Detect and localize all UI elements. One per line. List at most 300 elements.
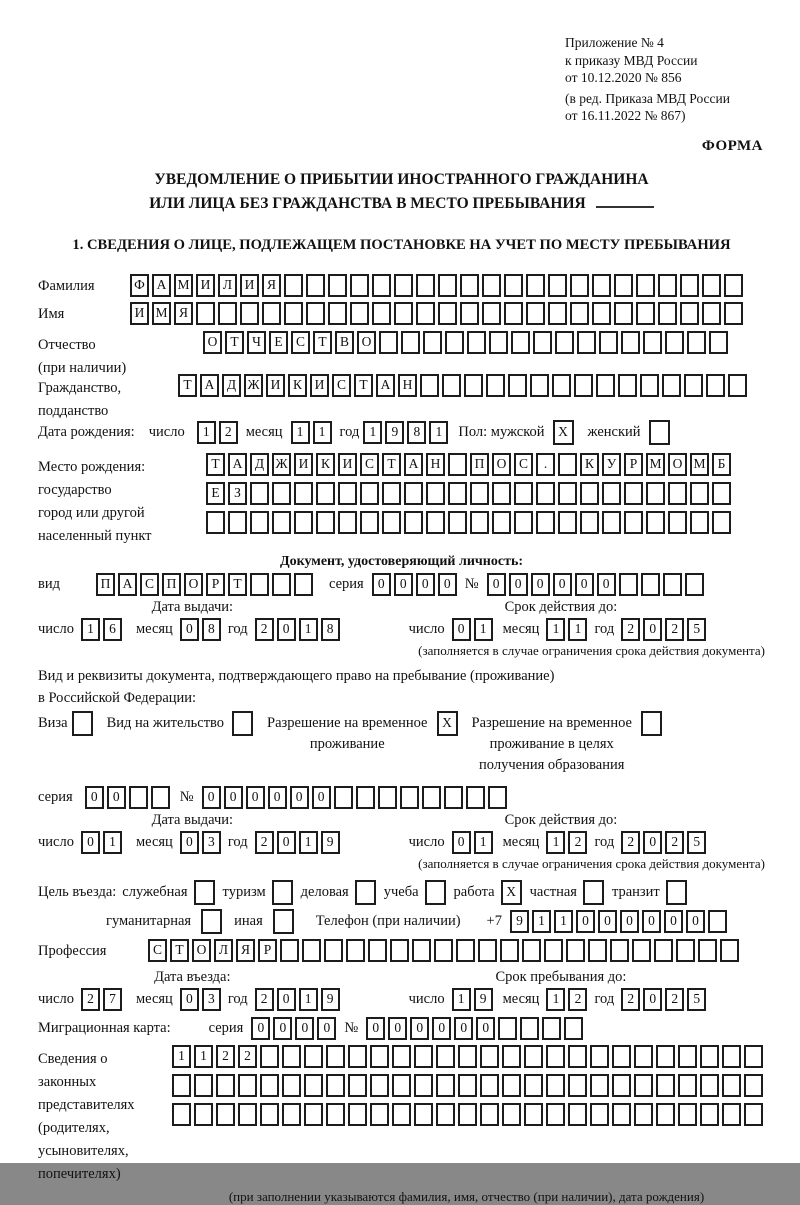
char-cell[interactable]: 0	[531, 573, 550, 596]
char-cell[interactable]	[458, 1074, 477, 1097]
char-cell[interactable]: X	[437, 711, 458, 736]
char-cell[interactable]: 0	[81, 831, 100, 854]
char-cell[interactable]: 0	[432, 1017, 451, 1040]
char-cell[interactable]: И	[338, 453, 357, 476]
char-cell[interactable]	[250, 511, 269, 534]
char-cell[interactable]: 2	[621, 831, 640, 854]
char-cell[interactable]	[612, 1074, 631, 1097]
char-cell[interactable]: 0	[372, 573, 391, 596]
char-cell[interactable]	[722, 1074, 741, 1097]
char-cell[interactable]	[514, 482, 533, 505]
char-cell[interactable]: 5	[687, 988, 706, 1011]
char-cell[interactable]: И	[294, 453, 313, 476]
char-cell[interactable]	[250, 482, 269, 505]
char-cell[interactable]	[636, 274, 655, 297]
char-cell[interactable]: М	[174, 274, 193, 297]
char-cell[interactable]	[282, 1045, 301, 1068]
char-cell[interactable]: 1	[172, 1045, 191, 1068]
char-cell[interactable]	[238, 1103, 257, 1126]
char-cell[interactable]	[690, 482, 709, 505]
char-cell[interactable]	[324, 939, 343, 962]
char-cell[interactable]: 0	[598, 910, 617, 933]
char-cell[interactable]	[394, 302, 413, 325]
char-cell[interactable]	[558, 453, 577, 476]
char-cell[interactable]	[460, 302, 479, 325]
char-cell[interactable]	[382, 482, 401, 505]
char-cell[interactable]	[350, 274, 369, 297]
char-cell[interactable]	[577, 331, 596, 354]
char-cell[interactable]	[492, 511, 511, 534]
char-cell[interactable]: 1	[299, 618, 318, 641]
char-cell[interactable]	[414, 1074, 433, 1097]
char-cell[interactable]	[306, 274, 325, 297]
char-cell[interactable]	[724, 274, 743, 297]
char-cell[interactable]	[610, 939, 629, 962]
char-cell[interactable]	[546, 1074, 565, 1097]
char-cell[interactable]	[592, 302, 611, 325]
char-cell[interactable]	[614, 274, 633, 297]
char-cell[interactable]: Ф	[130, 274, 149, 297]
char-cell[interactable]	[641, 573, 660, 596]
char-cell[interactable]	[658, 302, 677, 325]
char-cell[interactable]	[690, 511, 709, 534]
char-cell[interactable]	[712, 482, 731, 505]
char-cell[interactable]	[172, 1074, 191, 1097]
char-cell[interactable]: С	[360, 453, 379, 476]
char-cell[interactable]: А	[200, 374, 219, 397]
char-cell[interactable]	[668, 482, 687, 505]
char-cell[interactable]	[568, 1103, 587, 1126]
char-cell[interactable]: К	[316, 453, 335, 476]
char-cell[interactable]: И	[240, 274, 259, 297]
char-cell[interactable]: 0	[277, 831, 296, 854]
char-cell[interactable]: Р	[206, 573, 225, 596]
char-cell[interactable]	[504, 302, 523, 325]
char-cell[interactable]: 0	[273, 1017, 292, 1040]
char-cell[interactable]: 1	[194, 1045, 213, 1068]
char-cell[interactable]: Ж	[244, 374, 263, 397]
char-cell[interactable]	[370, 1103, 389, 1126]
char-cell[interactable]	[416, 302, 435, 325]
char-cell[interactable]	[654, 939, 673, 962]
char-cell[interactable]	[621, 331, 640, 354]
char-cell[interactable]: 0	[416, 573, 435, 596]
char-cell[interactable]: 0	[388, 1017, 407, 1040]
char-cell[interactable]	[346, 939, 365, 962]
char-cell[interactable]: X	[553, 420, 574, 445]
char-cell[interactable]	[522, 939, 541, 962]
char-cell[interactable]: В	[335, 331, 354, 354]
char-cell[interactable]: 0	[312, 786, 331, 809]
char-cell[interactable]: 2	[238, 1045, 257, 1068]
char-cell[interactable]	[568, 1045, 587, 1068]
char-cell[interactable]	[488, 786, 507, 809]
char-cell[interactable]: А	[228, 453, 247, 476]
char-cell[interactable]	[282, 1103, 301, 1126]
char-cell[interactable]	[392, 1103, 411, 1126]
char-cell[interactable]	[348, 1074, 367, 1097]
char-cell[interactable]	[722, 1045, 741, 1068]
char-cell[interactable]	[240, 302, 259, 325]
char-cell[interactable]: Т	[206, 453, 225, 476]
char-cell[interactable]	[448, 453, 467, 476]
char-cell[interactable]	[502, 1103, 521, 1126]
char-cell[interactable]	[338, 511, 357, 534]
char-cell[interactable]	[370, 1074, 389, 1097]
char-cell[interactable]: И	[130, 302, 149, 325]
char-cell[interactable]: Т	[225, 331, 244, 354]
char-cell[interactable]	[328, 274, 347, 297]
char-cell[interactable]	[412, 939, 431, 962]
char-cell[interactable]: 6	[103, 618, 122, 641]
char-cell[interactable]	[526, 274, 545, 297]
char-cell[interactable]	[570, 274, 589, 297]
char-cell[interactable]: С	[332, 374, 351, 397]
char-cell[interactable]	[489, 331, 508, 354]
char-cell[interactable]: 1	[313, 421, 332, 444]
char-cell[interactable]	[206, 511, 225, 534]
char-cell[interactable]: 1	[291, 421, 310, 444]
char-cell[interactable]	[273, 909, 294, 934]
char-cell[interactable]	[678, 1045, 697, 1068]
char-cell[interactable]	[641, 711, 662, 736]
char-cell[interactable]	[524, 1074, 543, 1097]
char-cell[interactable]: 0	[246, 786, 265, 809]
char-cell[interactable]: 3	[202, 988, 221, 1011]
char-cell[interactable]: 0	[620, 910, 639, 933]
char-cell[interactable]: 1	[554, 910, 573, 933]
char-cell[interactable]	[612, 1103, 631, 1126]
char-cell[interactable]	[570, 302, 589, 325]
char-cell[interactable]	[478, 939, 497, 962]
char-cell[interactable]: 7	[103, 988, 122, 1011]
char-cell[interactable]: Ч	[247, 331, 266, 354]
char-cell[interactable]: 2	[568, 988, 587, 1011]
char-cell[interactable]	[656, 1045, 675, 1068]
char-cell[interactable]	[706, 374, 725, 397]
char-cell[interactable]: 0	[487, 573, 506, 596]
char-cell[interactable]: 1	[81, 618, 100, 641]
char-cell[interactable]	[232, 711, 253, 736]
char-cell[interactable]	[680, 302, 699, 325]
char-cell[interactable]	[511, 331, 530, 354]
char-cell[interactable]: Л	[218, 274, 237, 297]
char-cell[interactable]: 3	[202, 831, 221, 854]
char-cell[interactable]: 0	[452, 618, 471, 641]
char-cell[interactable]: 1	[299, 988, 318, 1011]
char-cell[interactable]	[712, 511, 731, 534]
char-cell[interactable]	[294, 511, 313, 534]
char-cell[interactable]: А	[404, 453, 423, 476]
char-cell[interactable]	[502, 1045, 521, 1068]
char-cell[interactable]: 2	[665, 988, 684, 1011]
char-cell[interactable]	[414, 1045, 433, 1068]
char-cell[interactable]	[379, 331, 398, 354]
char-cell[interactable]	[250, 573, 269, 596]
char-cell[interactable]	[744, 1045, 763, 1068]
char-cell[interactable]: З	[228, 482, 247, 505]
char-cell[interactable]: 2	[665, 618, 684, 641]
char-cell[interactable]	[524, 1045, 543, 1068]
char-cell[interactable]	[624, 482, 643, 505]
char-cell[interactable]: Я	[262, 274, 281, 297]
char-cell[interactable]: X	[501, 880, 522, 905]
char-cell[interactable]	[640, 374, 659, 397]
char-cell[interactable]: С	[291, 331, 310, 354]
char-cell[interactable]	[304, 1103, 323, 1126]
char-cell[interactable]: О	[492, 453, 511, 476]
char-cell[interactable]	[530, 374, 549, 397]
char-cell[interactable]: А	[152, 274, 171, 297]
char-cell[interactable]: Д	[222, 374, 241, 397]
char-cell[interactable]: П	[96, 573, 115, 596]
char-cell[interactable]	[434, 939, 453, 962]
char-cell[interactable]	[438, 274, 457, 297]
char-cell[interactable]: 1	[197, 421, 216, 444]
char-cell[interactable]	[524, 1103, 543, 1126]
char-cell[interactable]	[548, 274, 567, 297]
char-cell[interactable]: 9	[321, 831, 340, 854]
char-cell[interactable]: Д	[250, 453, 269, 476]
char-cell[interactable]: Л	[214, 939, 233, 962]
char-cell[interactable]	[546, 1045, 565, 1068]
char-cell[interactable]	[708, 910, 727, 933]
char-cell[interactable]	[438, 302, 457, 325]
char-cell[interactable]	[338, 482, 357, 505]
char-cell[interactable]	[599, 331, 618, 354]
char-cell[interactable]: 9	[474, 988, 493, 1011]
char-cell[interactable]	[698, 939, 717, 962]
char-cell[interactable]: И	[266, 374, 285, 397]
char-cell[interactable]: 1	[452, 988, 471, 1011]
char-cell[interactable]	[216, 1103, 235, 1126]
char-cell[interactable]	[172, 1103, 191, 1126]
char-cell[interactable]: 2	[255, 988, 274, 1011]
char-cell[interactable]: 2	[219, 421, 238, 444]
char-cell[interactable]	[514, 511, 533, 534]
char-cell[interactable]: Я	[174, 302, 193, 325]
char-cell[interactable]: 2	[665, 831, 684, 854]
char-cell[interactable]: 5	[687, 831, 706, 854]
char-cell[interactable]: 0	[643, 618, 662, 641]
char-cell[interactable]: Н	[398, 374, 417, 397]
char-cell[interactable]	[445, 331, 464, 354]
char-cell[interactable]	[558, 482, 577, 505]
char-cell[interactable]	[444, 786, 463, 809]
char-cell[interactable]	[580, 511, 599, 534]
char-cell[interactable]	[646, 511, 665, 534]
char-cell[interactable]	[262, 302, 281, 325]
char-cell[interactable]	[580, 482, 599, 505]
char-cell[interactable]	[649, 420, 670, 445]
char-cell[interactable]	[678, 1103, 697, 1126]
char-cell[interactable]	[372, 274, 391, 297]
char-cell[interactable]	[632, 939, 651, 962]
char-cell[interactable]: Т	[228, 573, 247, 596]
char-cell[interactable]	[590, 1074, 609, 1097]
char-cell[interactable]	[634, 1045, 653, 1068]
char-cell[interactable]: 0	[576, 910, 595, 933]
char-cell[interactable]: О	[184, 573, 203, 596]
char-cell[interactable]	[306, 302, 325, 325]
char-cell[interactable]: 1	[546, 618, 565, 641]
char-cell[interactable]: А	[118, 573, 137, 596]
char-cell[interactable]	[425, 880, 446, 905]
char-cell[interactable]	[294, 573, 313, 596]
char-cell[interactable]: Т	[178, 374, 197, 397]
char-cell[interactable]	[390, 939, 409, 962]
char-cell[interactable]	[744, 1074, 763, 1097]
char-cell[interactable]	[500, 939, 519, 962]
char-cell[interactable]: 0	[295, 1017, 314, 1040]
char-cell[interactable]: 1	[568, 618, 587, 641]
char-cell[interactable]: 0	[224, 786, 243, 809]
char-cell[interactable]	[656, 1074, 675, 1097]
char-cell[interactable]: 0	[509, 573, 528, 596]
char-cell[interactable]	[722, 1103, 741, 1126]
char-cell[interactable]	[394, 274, 413, 297]
char-cell[interactable]: 0	[277, 988, 296, 1011]
char-cell[interactable]	[724, 302, 743, 325]
char-cell[interactable]: 1	[474, 831, 493, 854]
char-cell[interactable]	[536, 511, 555, 534]
char-cell[interactable]: У	[602, 453, 621, 476]
char-cell[interactable]	[272, 511, 291, 534]
char-cell[interactable]	[624, 511, 643, 534]
char-cell[interactable]: Е	[269, 331, 288, 354]
char-cell[interactable]	[272, 482, 291, 505]
char-cell[interactable]	[700, 1103, 719, 1126]
char-cell[interactable]: Р	[258, 939, 277, 962]
char-cell[interactable]	[350, 302, 369, 325]
char-cell[interactable]	[590, 1045, 609, 1068]
char-cell[interactable]	[316, 482, 335, 505]
char-cell[interactable]: О	[203, 331, 222, 354]
char-cell[interactable]	[486, 374, 505, 397]
char-cell[interactable]	[558, 511, 577, 534]
char-cell[interactable]: .	[536, 453, 555, 476]
char-cell[interactable]	[602, 482, 621, 505]
char-cell[interactable]: 0	[643, 988, 662, 1011]
char-cell[interactable]	[668, 511, 687, 534]
char-cell[interactable]: С	[514, 453, 533, 476]
char-cell[interactable]	[458, 1103, 477, 1126]
char-cell[interactable]	[492, 482, 511, 505]
char-cell[interactable]	[260, 1103, 279, 1126]
char-cell[interactable]: К	[580, 453, 599, 476]
char-cell[interactable]	[448, 482, 467, 505]
char-cell[interactable]	[436, 1074, 455, 1097]
char-cell[interactable]: 2	[621, 988, 640, 1011]
char-cell[interactable]: 1	[546, 988, 565, 1011]
char-cell[interactable]	[744, 1103, 763, 1126]
char-cell[interactable]	[678, 1074, 697, 1097]
char-cell[interactable]	[328, 302, 347, 325]
char-cell[interactable]	[663, 573, 682, 596]
char-cell[interactable]	[326, 1074, 345, 1097]
char-cell[interactable]	[414, 1103, 433, 1126]
char-cell[interactable]: 5	[687, 618, 706, 641]
char-cell[interactable]	[302, 939, 321, 962]
char-cell[interactable]	[634, 1103, 653, 1126]
char-cell[interactable]: 1	[532, 910, 551, 933]
char-cell[interactable]	[588, 939, 607, 962]
char-cell[interactable]: 0	[394, 573, 413, 596]
char-cell[interactable]: 0	[410, 1017, 429, 1040]
char-cell[interactable]: Ж	[272, 453, 291, 476]
char-cell[interactable]: 1	[546, 831, 565, 854]
char-cell[interactable]: С	[140, 573, 159, 596]
char-cell[interactable]	[546, 1103, 565, 1126]
char-cell[interactable]	[448, 511, 467, 534]
char-cell[interactable]: 8	[202, 618, 221, 641]
char-cell[interactable]: О	[357, 331, 376, 354]
char-cell[interactable]	[284, 302, 303, 325]
char-cell[interactable]	[592, 274, 611, 297]
char-cell[interactable]	[676, 939, 695, 962]
char-cell[interactable]	[316, 511, 335, 534]
char-cell[interactable]: С	[148, 939, 167, 962]
char-cell[interactable]	[194, 1074, 213, 1097]
char-cell[interactable]: 0	[277, 618, 296, 641]
char-cell[interactable]: М	[690, 453, 709, 476]
char-cell[interactable]	[542, 1017, 561, 1040]
char-cell[interactable]: П	[162, 573, 181, 596]
char-cell[interactable]	[382, 511, 401, 534]
char-cell[interactable]	[392, 1074, 411, 1097]
char-cell[interactable]: А	[376, 374, 395, 397]
char-cell[interactable]	[685, 573, 704, 596]
char-cell[interactable]	[470, 482, 489, 505]
char-cell[interactable]: 2	[81, 988, 100, 1011]
char-cell[interactable]	[348, 1045, 367, 1068]
char-cell[interactable]	[422, 786, 441, 809]
char-cell[interactable]: К	[288, 374, 307, 397]
char-cell[interactable]	[634, 1074, 653, 1097]
char-cell[interactable]	[636, 302, 655, 325]
char-cell[interactable]	[401, 331, 420, 354]
char-cell[interactable]	[702, 302, 721, 325]
char-cell[interactable]: О	[668, 453, 687, 476]
char-cell[interactable]	[574, 374, 593, 397]
char-cell[interactable]: П	[470, 453, 489, 476]
char-cell[interactable]: Т	[354, 374, 373, 397]
char-cell[interactable]: 0	[180, 618, 199, 641]
char-cell[interactable]	[326, 1103, 345, 1126]
char-cell[interactable]	[196, 302, 215, 325]
char-cell[interactable]: Н	[426, 453, 445, 476]
char-cell[interactable]: Р	[624, 453, 643, 476]
char-cell[interactable]	[423, 331, 442, 354]
char-cell[interactable]: 0	[454, 1017, 473, 1040]
char-cell[interactable]	[590, 1103, 609, 1126]
char-cell[interactable]	[404, 482, 423, 505]
char-cell[interactable]: 0	[180, 988, 199, 1011]
char-cell[interactable]: 0	[202, 786, 221, 809]
char-cell[interactable]: М	[646, 453, 665, 476]
char-cell[interactable]	[400, 786, 419, 809]
char-cell[interactable]	[260, 1045, 279, 1068]
char-cell[interactable]	[238, 1074, 257, 1097]
char-cell[interactable]: 0	[85, 786, 104, 809]
char-cell[interactable]: 2	[255, 831, 274, 854]
char-cell[interactable]: И	[196, 274, 215, 297]
char-cell[interactable]: 0	[452, 831, 471, 854]
char-cell[interactable]	[700, 1045, 719, 1068]
char-cell[interactable]	[456, 939, 475, 962]
char-cell[interactable]	[368, 939, 387, 962]
char-cell[interactable]	[658, 274, 677, 297]
